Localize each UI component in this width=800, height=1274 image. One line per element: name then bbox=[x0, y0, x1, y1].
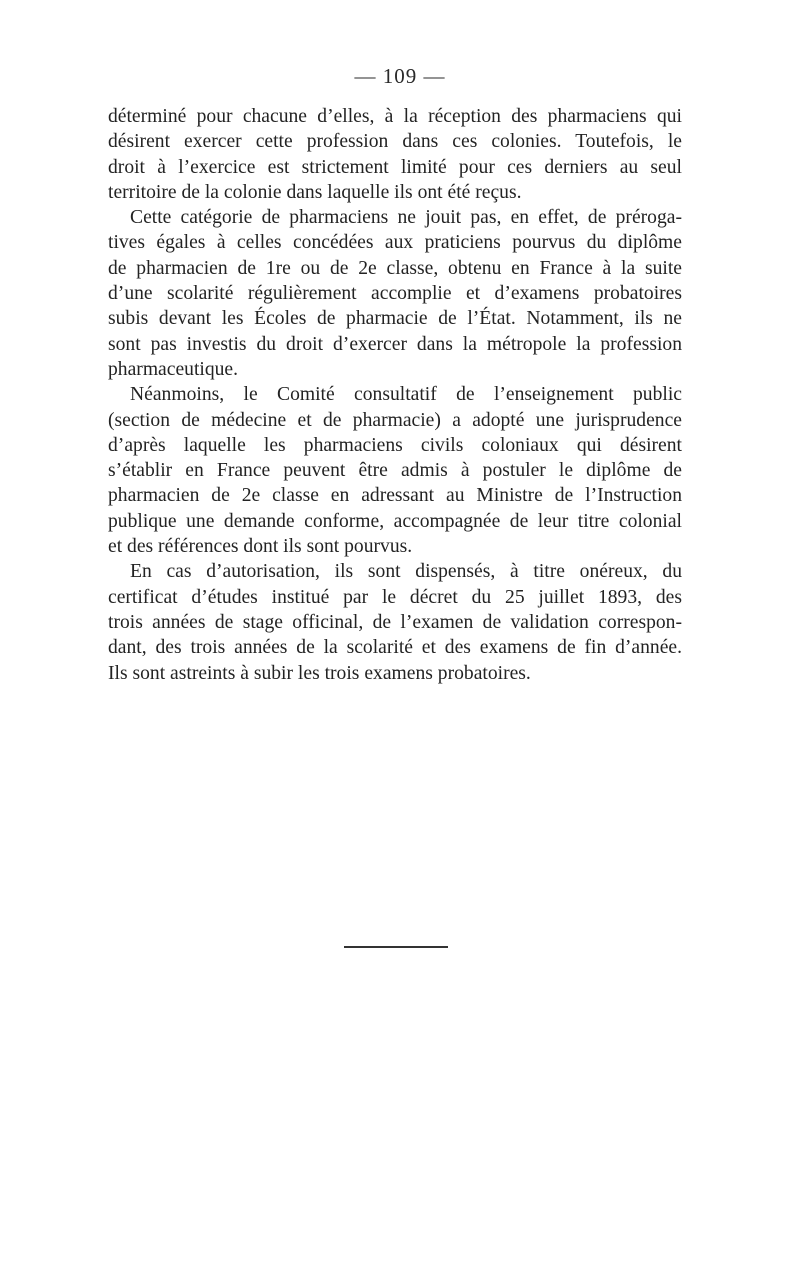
text-line: d’une scolarité régulièrement accomplie et d’examens probatoires bbox=[108, 283, 682, 305]
text-line: En cas d’autorisation, ils sont dispensés, à titre onéreux, du bbox=[130, 561, 682, 583]
text-line: pharmaceutique. bbox=[108, 358, 239, 380]
text-line: tives égales à celles concédées aux praticiens pourvus du diplôme bbox=[108, 232, 682, 254]
text-line: Néanmoins, le Comité consultatif de l’enseignement public bbox=[130, 384, 682, 406]
text-line: s’établir en France peuvent être admis à postuler le diplôme de bbox=[108, 460, 682, 482]
text-line: publique une demande conforme, accompagnée de leur titre colonial bbox=[108, 510, 682, 532]
paragraph-2 bbox=[108, 205, 682, 382]
text-line: trois années de stage officinal, de l’examen de validation correspon- bbox=[108, 611, 682, 633]
text-line: et des références dont ils sont pourvus. bbox=[108, 536, 413, 558]
text-line: (section de médecine et de pharmacie) a adopté une jurisprudence bbox=[108, 409, 682, 431]
text-line: d’après laquelle les pharmaciens civils coloniaux qui désirent bbox=[108, 434, 682, 456]
paragraph-3 bbox=[108, 382, 682, 559]
text-line: de pharmacien de 1re ou de 2e classe, obtenu en France à la suite bbox=[108, 257, 682, 279]
section-divider bbox=[344, 946, 448, 948]
text-line: déterminé pour chacune d’elles, à la réception des pharmaciens qui bbox=[108, 106, 682, 127]
body-text bbox=[108, 104, 682, 686]
text-line: sont pas investis du droit d’exercer dans la métropole la profession bbox=[108, 333, 682, 355]
paragraph-1 bbox=[108, 104, 682, 205]
text-line: territoire de la colonie dans laquelle ils ont été reçus. bbox=[108, 181, 522, 203]
text-line: Ils sont astreints à subir les trois examens probatoires. bbox=[108, 662, 531, 684]
text-line: désirent exercer cette profession dans ces colonies. Toutefois, le bbox=[108, 131, 682, 153]
text-line: certificat d’études institué par le décret du 25 juillet 1893, des bbox=[108, 586, 682, 608]
text-line: Cette catégorie de pharmaciens ne jouit pas, en effet, de préroga- bbox=[130, 207, 682, 229]
text-line: dant, des trois années de la scolarité et des examens de fin d’année. bbox=[108, 637, 682, 659]
text-line: pharmacien de 2e classe en adressant au Ministre de l’Instruction bbox=[108, 485, 682, 507]
text-line: droit à l’exercice est strictement limité pour ces derniers au seul bbox=[108, 156, 682, 178]
text-line: subis devant les Écoles de pharmacie de l’État. Notamment, ils ne bbox=[108, 308, 682, 330]
paragraph-4 bbox=[108, 559, 682, 685]
page-number: — 109 — bbox=[354, 64, 446, 88]
